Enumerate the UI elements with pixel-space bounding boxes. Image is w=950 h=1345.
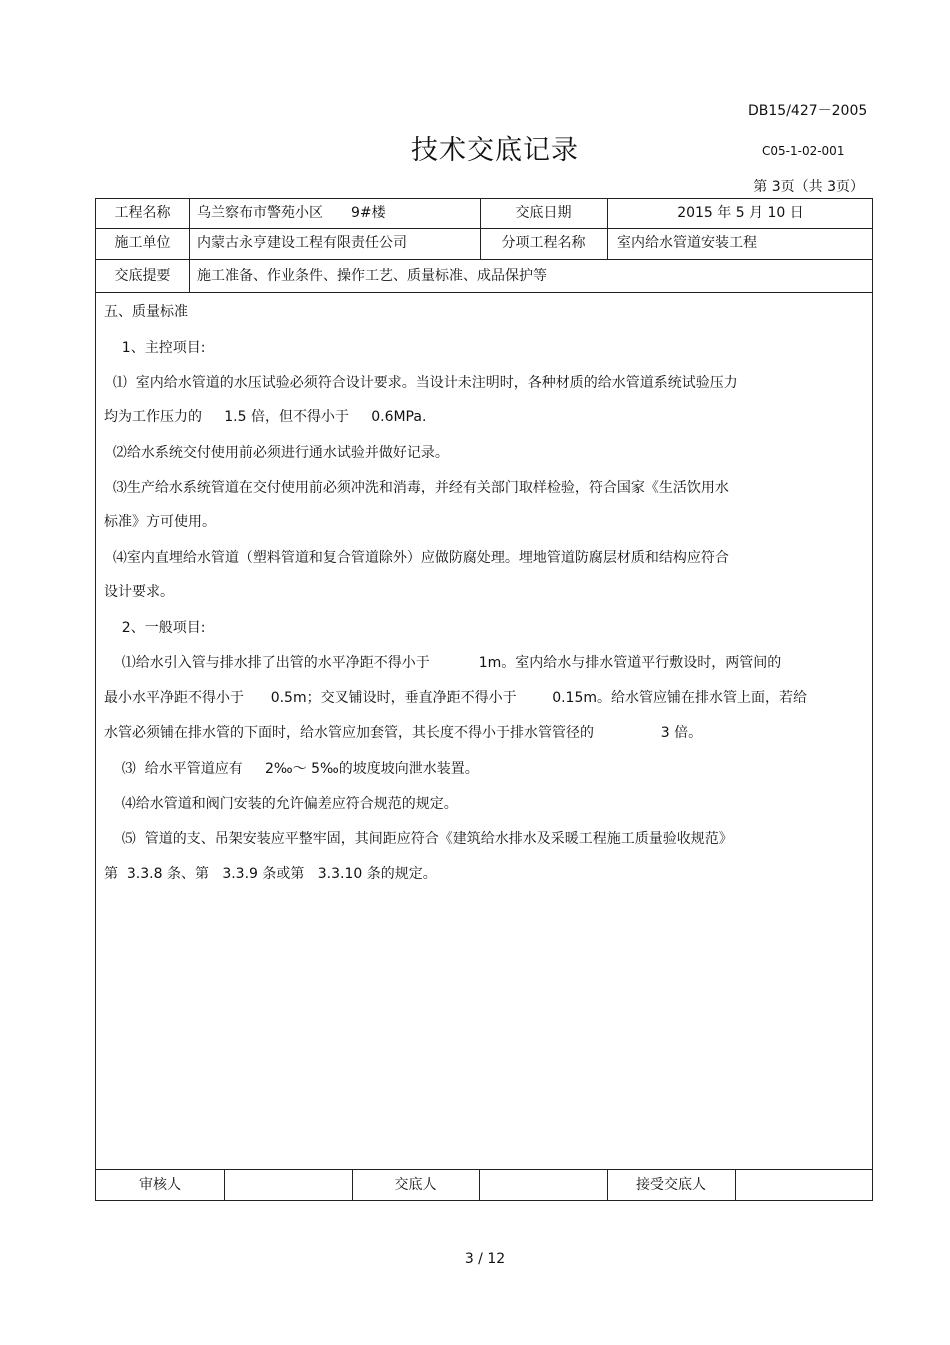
content-line: 1、主控项目: <box>104 340 206 356</box>
form-code: C05-1-02-001 <box>762 144 845 158</box>
content-line: 标准》方可使用。 <box>104 514 216 530</box>
content-line: ⑷室内直埋给水管道（塑料管道和复合管道除外）应做防腐处理。埋地管道防腐层材质和结构应符合 <box>104 550 729 566</box>
construction-unit-label: 施工单位 <box>114 235 171 251</box>
project-name-value: 乌兰察布市警苑小区 9#楼 <box>197 205 386 221</box>
record-table <box>95 198 873 1201</box>
content-line: 水管必须铺在排水管的下面时，给水管应加套管，其长度不得小于排水管管径的 3 倍。 <box>104 725 703 741</box>
summary-label: 交底提要 <box>114 268 171 284</box>
date-value: 2015 年 5 月 10 日 <box>677 205 804 221</box>
subproject-value: 室内给水管道安装工程 <box>617 235 757 251</box>
content-line: ⑶生产给水系统管道在交付使用前必须冲洗和消毒，并经有关部门取样检验，符合国家《生活饮用水 <box>104 480 729 496</box>
content-line: 最小水平净距不得小于 0.5m；交叉铺设时，垂直净距不得小于 0.15m。给水管应铺在排水管上面，若给 <box>104 690 808 706</box>
content-line: 五、质量标准 <box>104 304 188 320</box>
content-line: 2、一般项目: <box>104 620 206 636</box>
content-line: ⑴ 室内给水管道的水压试验必须符合设计要求。当设计未注明时，各种材质的给水管道系统试验压力 <box>104 375 738 391</box>
reviewer-label: 审核人 <box>139 1177 181 1193</box>
receiver-label: 接受交底人 <box>636 1177 706 1193</box>
date-label: 交底日期 <box>515 205 572 221</box>
content-line: ⑵给水系统交付使用前必须进行通水试验并做好记录。 <box>104 445 449 461</box>
construction-unit-value: 内蒙古永亨建设工程有限责任公司 <box>197 235 407 251</box>
presenter-label: 交底人 <box>394 1177 437 1193</box>
project-name-label: 工程名称 <box>114 205 171 221</box>
summary-value: 施工准备、作业条件、操作工艺、质量标准、成品保护等 <box>197 268 547 284</box>
content-line: ⑷给水管道和阀门安装的允许偏差应符合规范的规定。 <box>104 796 458 812</box>
content-line: 第 3.3.8 条、第 3.3.9 条或第 3.3.10 条的规定。 <box>104 866 437 882</box>
content-line: ⑶ 给水平管道应有 2‰～ 5‰的坡度坡向泄水装置。 <box>104 761 479 777</box>
content-line: 设计要求。 <box>104 584 174 600</box>
subproject-label: 分项工程名称 <box>501 235 586 251</box>
standard-code: DB15/427－2005 <box>748 103 868 119</box>
page-number: 3 / 12 <box>464 1251 506 1267</box>
content-line: ⑴给水引入管与排水排了出管的水平净距不得小于 1m。室内给水与排水管道平行敷设时，两管间的 <box>104 655 782 671</box>
content-line: 均为工作压力的 1.5 倍，但不得小于 0.6MPa. <box>104 409 427 425</box>
page-count: 第 3页（共 3页） <box>753 179 864 195</box>
content-line: ⑸ 管道的支、吊架安装应平整牢固，其间距应符合《建筑给水排水及采暖工程施工质量验收规范》 <box>104 831 733 847</box>
document-title: 技术交底记录 <box>411 135 579 166</box>
